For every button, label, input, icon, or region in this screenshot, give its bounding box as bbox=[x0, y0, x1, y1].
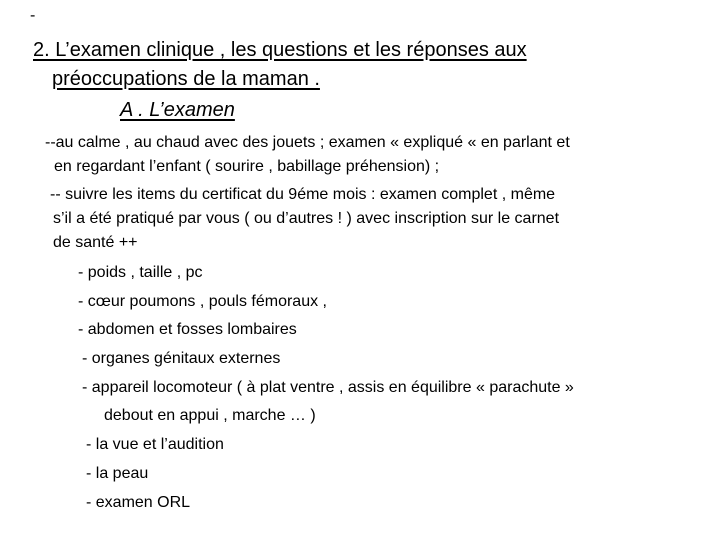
paragraph-2-line-1: -- suivre les items du certificat du 9éme mois : examen complet , même bbox=[50, 186, 556, 203]
paragraph-1-line-1: --au calme , au chaud avec des jouets ; examen « expliqué « en parlant et bbox=[45, 134, 570, 151]
paragraph-2-line-2: s’il a été pratiqué par vous ( ou d’autres ! ) avec inscription sur le carnet bbox=[53, 210, 560, 227]
exam-item: - poids , taille , pc bbox=[78, 264, 203, 281]
paragraph-1-line-2: en regardant l’enfant ( sourire , babillage préhension) ; bbox=[54, 158, 440, 175]
exam-item: - appareil locomoteur ( à plat ventre , assis en équilibre « parachute » bbox=[82, 379, 574, 396]
exam-item-continuation: debout en appui , marche … ) bbox=[104, 407, 316, 424]
exam-item: - organes génitaux externes bbox=[82, 350, 281, 367]
section-heading-line-1: 2. L’examen clinique , les questions et les réponses aux bbox=[33, 39, 527, 61]
paragraph-2-line-3: de santé ++ bbox=[53, 234, 138, 251]
top-dash-mark: - bbox=[30, 7, 36, 24]
section-heading-line-2: préoccupations de la maman . bbox=[52, 68, 320, 90]
exam-item: - examen ORL bbox=[86, 494, 191, 511]
subsection-heading: A . L’examen bbox=[120, 99, 235, 121]
exam-item: - la vue et l’audition bbox=[86, 436, 224, 453]
exam-item: - la peau bbox=[86, 465, 149, 482]
exam-item: - cœur poumons , pouls fémoraux , bbox=[78, 293, 327, 310]
exam-item: - abdomen et fosses lombaires bbox=[78, 321, 297, 338]
